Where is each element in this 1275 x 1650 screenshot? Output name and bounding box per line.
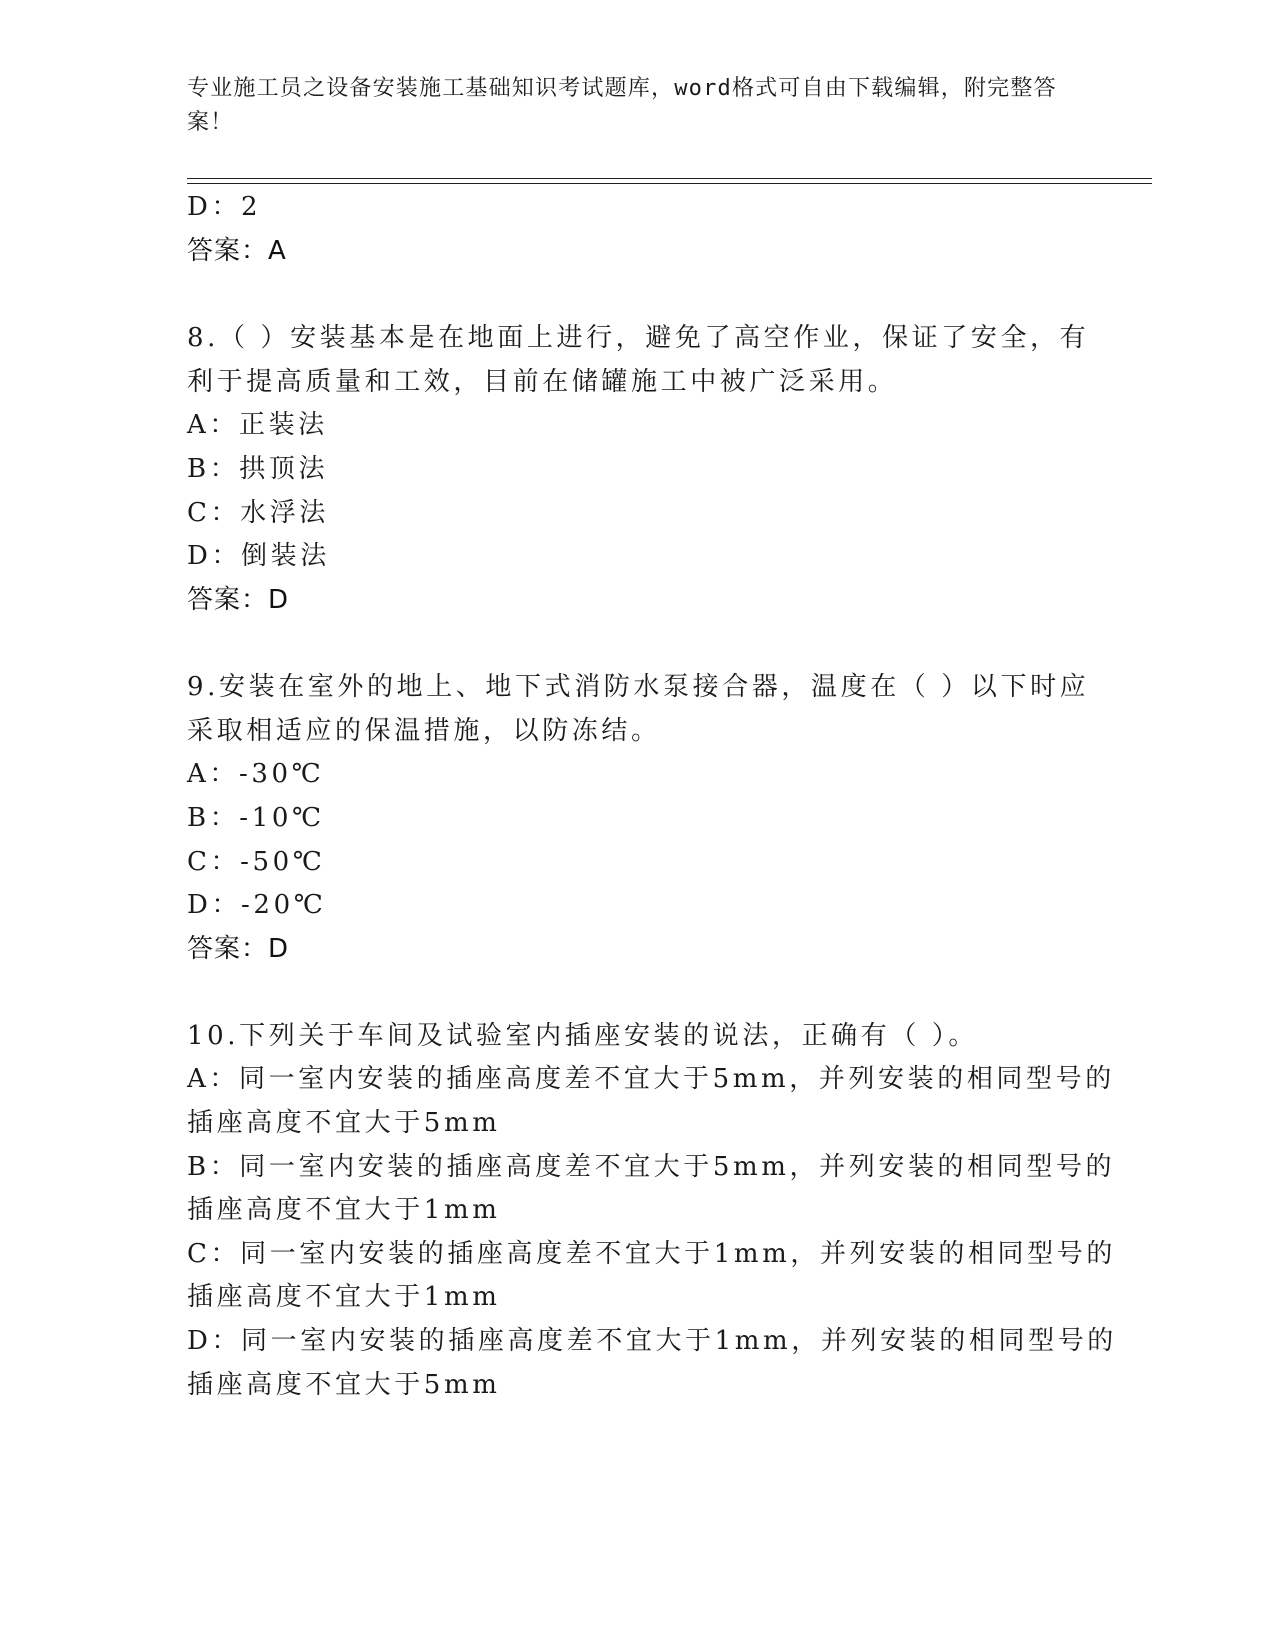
q8-option-c: C：水浮法 — [187, 498, 329, 528]
q8-option-a: A：正装法 — [187, 410, 328, 440]
q9-option-a: A：-30℃ — [187, 759, 325, 789]
header-divider-top — [187, 178, 1152, 179]
q10-option-b-line2: 插座高度不宜大于1mm — [187, 1195, 501, 1225]
q8-stem-line2: 利于提高质量和工效，目前在储罐施工中被广泛采用。 — [187, 367, 898, 397]
q9-answer: 答案：D — [187, 934, 290, 964]
page-header: 专业施工员之设备安装施工基础知识考试题库，word格式可自由下载编辑，附完整答案！ — [187, 76, 1057, 135]
q8-stem-line1: 8.（ ）安装基本是在地面上进行，避免了高空作业，保证了安全，有 — [187, 323, 1090, 353]
q10-option-d-line2: 插座高度不宜大于5mm — [187, 1370, 501, 1400]
header-divider-bottom — [187, 183, 1152, 184]
q9-stem-line1: 9.安装在室外的地上、地下式消防水泵接合器，温度在（ ）以下时应 — [187, 672, 1090, 702]
q10-option-a-line1: A：同一室内安装的插座高度差不宜大于5mm，并列安装的相同型号的 — [187, 1064, 1115, 1094]
q10-option-c-line2: 插座高度不宜大于1mm — [187, 1282, 501, 1312]
q10-option-d-line1: D：同一室内安装的插座高度差不宜大于1mm，并列安装的相同型号的 — [187, 1326, 1117, 1356]
q10-option-b-line1: B：同一室内安装的插座高度差不宜大于5mm，并列安装的相同型号的 — [187, 1152, 1116, 1182]
q7-answer: 答案：A — [187, 236, 287, 266]
q8-option-d: D：倒装法 — [187, 541, 330, 571]
q9-option-c: C：-50℃ — [187, 847, 326, 877]
q10-option-a-line2: 插座高度不宜大于5mm — [187, 1108, 501, 1138]
q7-option-d: D：2 — [187, 192, 262, 222]
q9-option-d: D：-20℃ — [187, 890, 327, 920]
q10-stem-line1: 10.下列关于车间及试验室内插座安装的说法，正确有（ ）。 — [187, 1021, 979, 1051]
q8-answer: 答案：D — [187, 585, 290, 615]
q8-option-b: B：拱顶法 — [187, 454, 329, 484]
q9-option-b: B：-10℃ — [187, 803, 325, 833]
q10-option-c-line1: C：同一室内安装的插座高度差不宜大于1mm，并列安装的相同型号的 — [187, 1239, 1116, 1269]
q9-stem-line2: 采取相适应的保温措施，以防冻结。 — [187, 716, 661, 746]
